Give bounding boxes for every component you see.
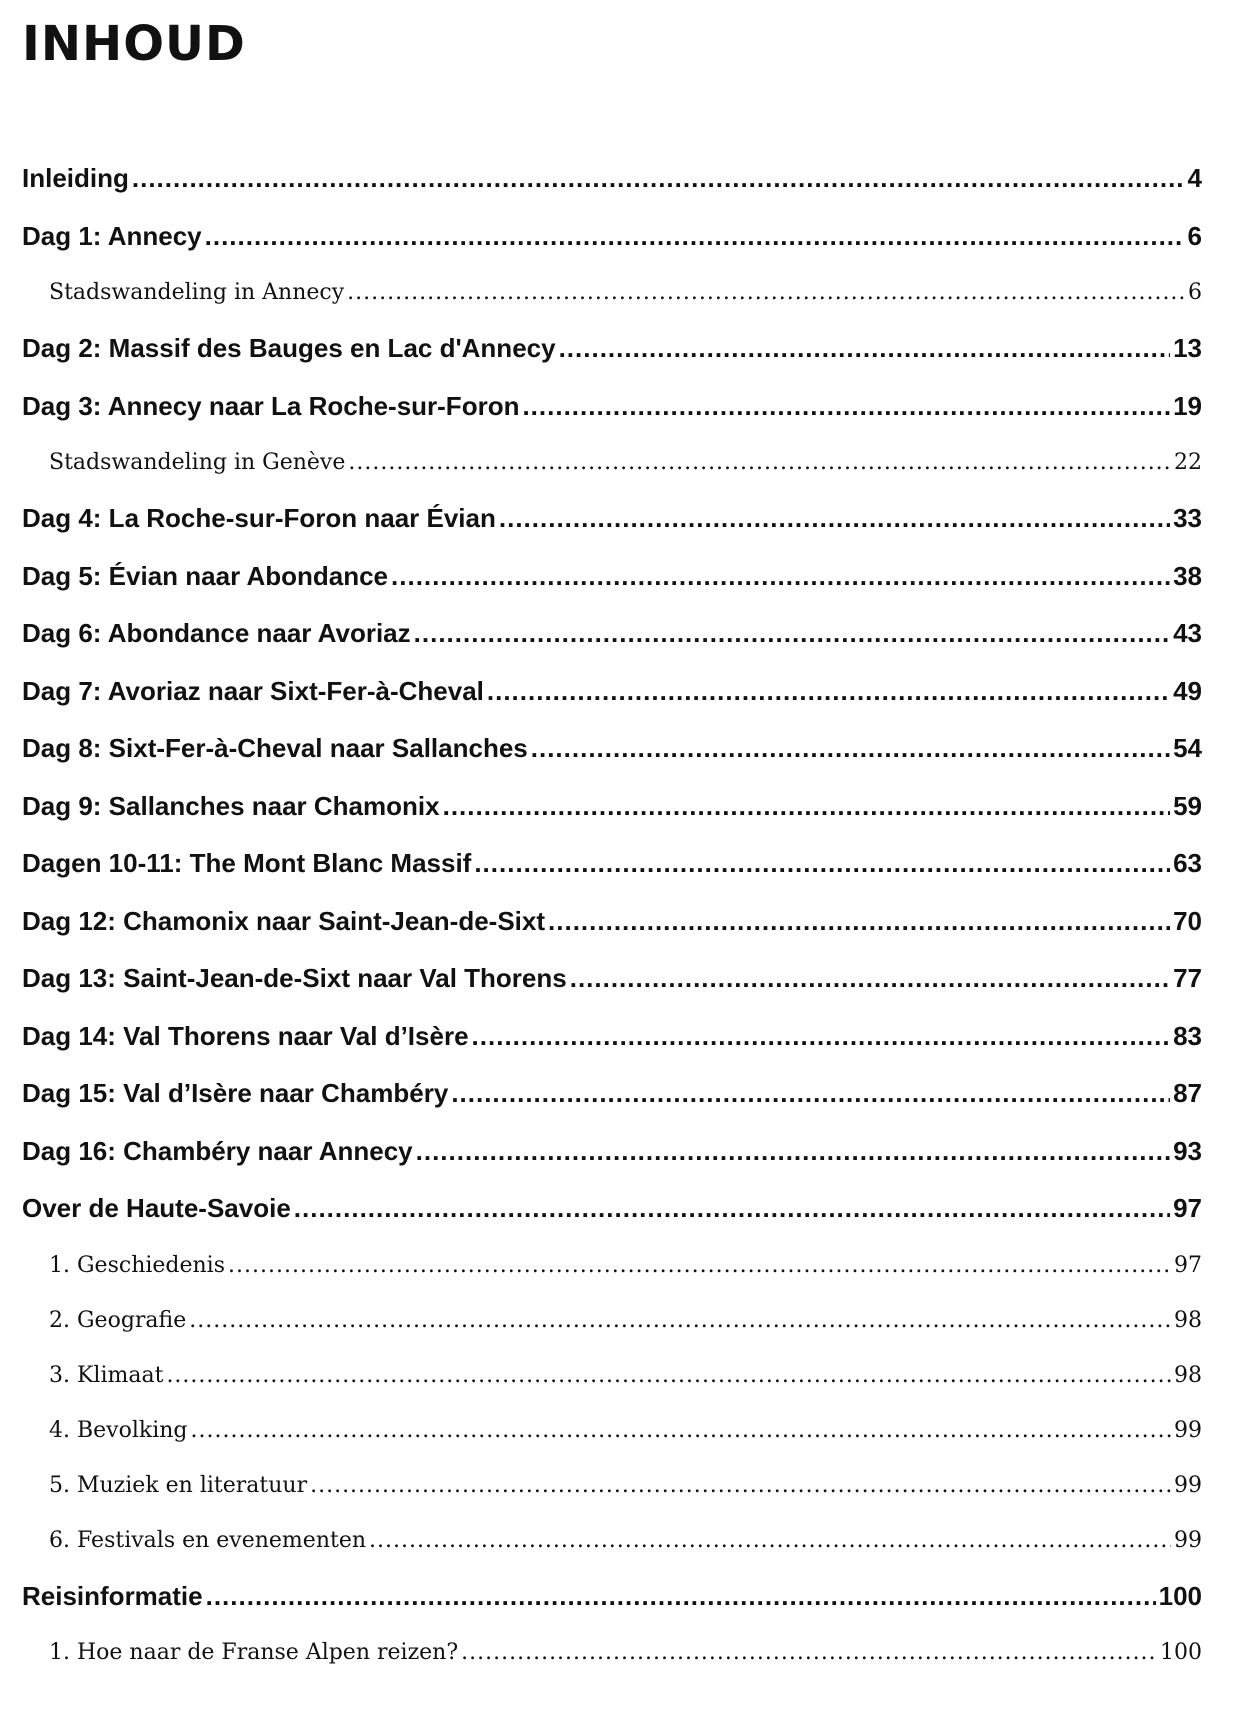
toc-entry-label: Over de Haute-Savoie xyxy=(22,1193,291,1223)
toc-entry-label: Dag 13: Saint-Jean-de-Sixt naar Val Thorens xyxy=(22,963,567,993)
dot-leader xyxy=(310,1458,1171,1513)
toc-entry[interactable] xyxy=(22,1568,1202,1626)
toc-entry-label: Dag 3: Annecy naar La Roche-sur-Foron xyxy=(22,390,520,421)
dot-leader xyxy=(451,1065,1170,1123)
toc-page-number: 22 xyxy=(1174,450,1202,475)
toc-page-number: 38 xyxy=(1173,560,1202,591)
toc-subentry[interactable] xyxy=(22,435,1202,490)
toc-page-number: 97 xyxy=(1174,1252,1202,1278)
toc-subentry[interactable] xyxy=(22,1293,1202,1348)
toc-subentry[interactable] xyxy=(22,1513,1202,1568)
dot-leader xyxy=(570,950,1170,1008)
toc-entry[interactable] xyxy=(22,1180,1202,1238)
dot-leader xyxy=(443,778,1170,836)
toc-entry-label: Inleiding xyxy=(22,163,129,193)
dot-leader xyxy=(205,208,1185,266)
toc-entry-label: Dag 1: Annecy xyxy=(22,220,202,251)
toc-entry-label: Dag 14: Val Thorens naar Val d’Isère xyxy=(22,1020,469,1051)
toc-page-number: 93 xyxy=(1173,1135,1202,1166)
toc-page-number: 98 xyxy=(1174,1362,1202,1388)
toc-page-number: 63 xyxy=(1173,848,1202,878)
toc-subentry[interactable] xyxy=(22,1458,1202,1513)
dot-leader xyxy=(499,490,1170,548)
dot-leader xyxy=(548,893,1170,951)
toc-subentry-label: 4. Bevolking xyxy=(49,1417,188,1443)
dot-leader xyxy=(487,663,1170,721)
toc-page-number: 6 xyxy=(1188,280,1202,305)
toc-page-number: 43 xyxy=(1173,618,1202,648)
toc-entry[interactable] xyxy=(22,490,1202,548)
toc-page-number: 100 xyxy=(1160,1640,1202,1665)
toc-page-number: 19 xyxy=(1173,390,1202,421)
toc-entry-label: Dag 16: Chambéry naar Annecy xyxy=(22,1135,413,1166)
toc-entry[interactable] xyxy=(22,950,1202,1008)
toc-entry-label: Dag 15: Val d’Isère naar Chambéry xyxy=(22,1078,449,1108)
toc-page-number: 99 xyxy=(1174,1417,1202,1443)
toc-entry[interactable] xyxy=(22,720,1202,778)
toc-entry-label: Reisinformatie xyxy=(22,1580,203,1611)
dot-leader xyxy=(369,1513,1171,1568)
toc-entry[interactable] xyxy=(22,150,1202,208)
toc-subentry-label: 2. Geografie xyxy=(49,1307,187,1333)
page-title: INHOUD xyxy=(22,16,246,72)
toc-subentry-label: 1. Geschiedenis xyxy=(49,1252,226,1278)
toc-subentry-label: 1. Hoe naar de Franse Alpen reizen? xyxy=(49,1640,459,1665)
dot-leader xyxy=(189,1293,1171,1348)
toc-entry-label: Dag 8: Sixt-Fer-à-Cheval naar Sallanches xyxy=(22,733,528,763)
table-of-contents xyxy=(22,150,1202,1680)
toc-page-number: 4 xyxy=(1187,163,1202,193)
toc-subentry[interactable] xyxy=(22,1625,1202,1680)
toc-subentry[interactable] xyxy=(22,1403,1202,1458)
toc-entry[interactable] xyxy=(22,378,1202,436)
toc-entry[interactable] xyxy=(22,1123,1202,1181)
toc-page-number: 99 xyxy=(1174,1472,1202,1498)
dot-leader xyxy=(348,435,1171,490)
dot-leader xyxy=(391,548,1170,606)
dot-leader xyxy=(472,1008,1171,1066)
toc-entry-label: Dag 12: Chamonix naar Saint-Jean-de-Sixt xyxy=(22,905,546,936)
toc-page-number: 98 xyxy=(1174,1307,1202,1333)
toc-page-number: 100 xyxy=(1158,1580,1202,1611)
toc-page-number: 70 xyxy=(1173,905,1202,936)
toc-entry[interactable] xyxy=(22,548,1202,606)
toc-subentry-label: 5. Muziek en literatuur xyxy=(49,1472,308,1498)
toc-entry-label: Dag 9: Sallanches naar Chamonix xyxy=(22,790,440,821)
toc-entry-label: Dag 7: Avoriaz naar Sixt-Fer-à-Cheval xyxy=(22,675,484,706)
toc-entry[interactable] xyxy=(22,208,1202,266)
toc-subentry-label: 3. Klimaat xyxy=(49,1362,164,1388)
toc-entry[interactable] xyxy=(22,605,1202,663)
toc-entry-label: Dag 5: Évian naar Abondance xyxy=(22,560,389,591)
dot-leader xyxy=(559,320,1171,378)
toc-entry[interactable] xyxy=(22,893,1202,951)
dot-leader xyxy=(522,378,1170,436)
dot-leader xyxy=(294,1180,1170,1238)
dot-leader xyxy=(474,835,1170,893)
toc-entry[interactable] xyxy=(22,663,1202,721)
toc-entry[interactable] xyxy=(22,835,1202,893)
toc-page-number: 83 xyxy=(1173,1020,1202,1051)
toc-entry-label: Dagen 10-11: The Mont Blanc Massif xyxy=(22,848,472,878)
toc-page-number: 6 xyxy=(1187,220,1202,251)
toc-page-number: 49 xyxy=(1173,675,1202,706)
toc-entry[interactable] xyxy=(22,320,1202,378)
dot-leader xyxy=(416,1123,1170,1181)
toc-subentry-label: Stadswandeling in Annecy xyxy=(49,280,345,305)
toc-entry[interactable] xyxy=(22,1008,1202,1066)
toc-entry-label: Dag 4: La Roche-sur-Foron naar Évian xyxy=(22,503,496,533)
toc-subentry-label: 6. Festivals en evenementen xyxy=(49,1527,367,1553)
toc-entry-label: Dag 2: Massif des Bauges en Lac d'Annecy xyxy=(22,333,556,363)
dot-leader xyxy=(191,1403,1172,1458)
toc-subentry-label: Stadswandeling in Genève xyxy=(49,450,346,475)
toc-page-number: 77 xyxy=(1173,963,1202,993)
toc-subentry[interactable] xyxy=(22,265,1202,320)
dot-leader xyxy=(166,1348,1171,1403)
toc-page-number: 59 xyxy=(1173,790,1202,821)
toc-entry[interactable] xyxy=(22,778,1202,836)
dot-leader xyxy=(531,720,1170,778)
toc-page-number: 13 xyxy=(1173,333,1202,363)
dot-leader xyxy=(206,1568,1156,1626)
toc-entry[interactable] xyxy=(22,1065,1202,1123)
toc-page-number: 97 xyxy=(1173,1193,1202,1223)
toc-page-number: 54 xyxy=(1173,733,1202,763)
dot-leader xyxy=(461,1625,1157,1680)
toc-page-number: 99 xyxy=(1174,1527,1202,1553)
toc-page-number: 87 xyxy=(1173,1078,1202,1108)
toc-entry-label: Dag 6: Abondance naar Avoriaz xyxy=(22,618,411,648)
dot-leader xyxy=(414,605,1170,663)
dot-leader xyxy=(132,150,1185,208)
toc-subentry[interactable] xyxy=(22,1348,1202,1403)
dot-leader xyxy=(228,1238,1171,1293)
dot-leader xyxy=(347,265,1185,320)
toc-subentry[interactable] xyxy=(22,1238,1202,1293)
toc-page-number: 33 xyxy=(1173,503,1202,533)
